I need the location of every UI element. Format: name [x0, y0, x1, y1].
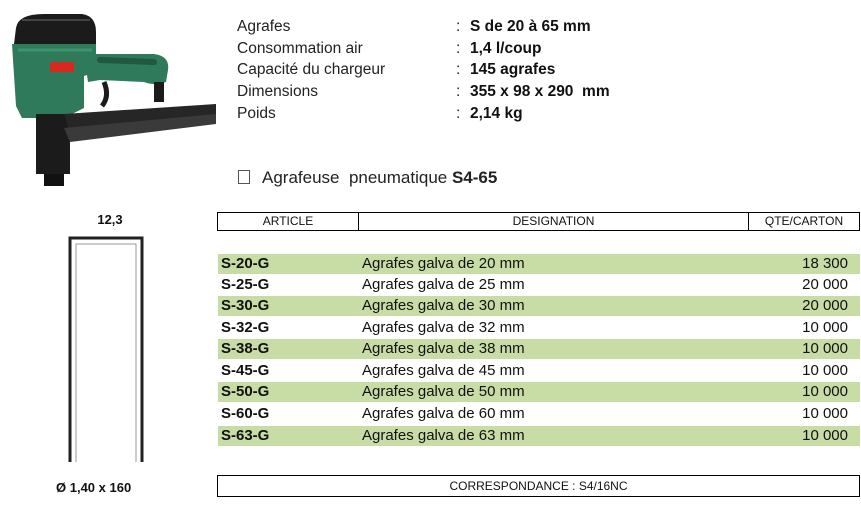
- spec-colon: :: [456, 105, 461, 122]
- article-code: S-45-G: [221, 362, 270, 379]
- article-code: S-50-G: [221, 383, 270, 400]
- article-code: S-25-G: [221, 276, 270, 293]
- staple-width-label: 12,3: [97, 212, 123, 227]
- spec-colon: :: [456, 61, 461, 78]
- spec-label-weight: Poids: [237, 105, 276, 122]
- designation: Agrafes galva de 60 mm: [362, 405, 525, 422]
- table-header: [217, 212, 860, 231]
- quantity: 10 000: [802, 319, 848, 336]
- article-code: S-32-G: [221, 319, 270, 336]
- header-article: ARTICLE: [262, 214, 314, 228]
- spec-value-dimensions: 355 x 98 x 290 mm: [470, 83, 610, 100]
- spec-colon: :: [456, 40, 461, 57]
- quantity: 10 000: [802, 383, 848, 400]
- spec-colon: :: [456, 83, 461, 100]
- article-code: S-63-G: [221, 427, 270, 444]
- table-row: [218, 404, 860, 424]
- table-row: [218, 296, 860, 316]
- product-model: S4-65: [451, 168, 498, 187]
- spec-label-capacity: Capacité du chargeur: [237, 61, 386, 78]
- quantity: 20 000: [802, 297, 848, 314]
- table-row: [218, 339, 860, 359]
- spec-label-dimensions: Dimensions: [237, 83, 318, 100]
- spec-value-weight: 2,14 kg: [470, 105, 523, 122]
- pneumatic-stapler-image: [4, 10, 220, 190]
- table-row: [218, 361, 860, 381]
- spec-value-air: 1,4 l/coup: [470, 40, 542, 57]
- designation: Agrafes galva de 45 mm: [362, 362, 525, 379]
- quantity: 20 000: [802, 276, 848, 293]
- spec-colon: :: [456, 18, 461, 35]
- designation: Agrafes galva de 50 mm: [362, 383, 525, 400]
- article-code: S-20-G: [221, 255, 270, 272]
- staple-dimensions-label: Ø 1,40 x 160: [56, 480, 132, 495]
- article-code: S-60-G: [221, 405, 270, 422]
- table-row: [218, 426, 860, 446]
- product-title: [238, 168, 497, 188]
- quantity: 10 000: [802, 340, 848, 357]
- designation: Agrafes galva de 20 mm: [362, 255, 525, 272]
- quantity: 10 000: [802, 362, 848, 379]
- table-row: [218, 254, 860, 274]
- spec-label-air: Consommation air: [237, 40, 363, 57]
- table-row: [218, 275, 860, 295]
- quantity: 10 000: [802, 405, 848, 422]
- designation: Agrafes galva de 30 mm: [362, 297, 525, 314]
- correspondance-box: CORRESPONDANCE : S4/16NC: [217, 475, 860, 497]
- quantity: 10 000: [802, 427, 848, 444]
- header-designation: DESIGNATION: [512, 214, 595, 228]
- designation: Agrafes galva de 25 mm: [362, 276, 525, 293]
- spec-value-staples: S de 20 à 65 mm: [470, 18, 591, 35]
- article-code: S-30-G: [221, 297, 270, 314]
- product-title-prefix: Agrafeuse pneumatique: [262, 168, 452, 187]
- header-qty: QTE/CARTON: [764, 214, 844, 228]
- checkbox-glyph-icon: [238, 170, 250, 184]
- table-row: [218, 318, 860, 338]
- designation: Agrafes galva de 32 mm: [362, 319, 525, 336]
- table-row: [218, 382, 860, 402]
- spec-value-capacity: 145 agrafes: [470, 61, 556, 78]
- quantity: 18 300: [802, 255, 848, 272]
- article-code: S-38-G: [221, 340, 270, 357]
- designation: Agrafes galva de 63 mm: [362, 427, 525, 444]
- spec-label-staples: Agrafes: [237, 18, 291, 35]
- staple-drawing: [62, 230, 152, 466]
- designation: Agrafes galva de 38 mm: [362, 340, 525, 357]
